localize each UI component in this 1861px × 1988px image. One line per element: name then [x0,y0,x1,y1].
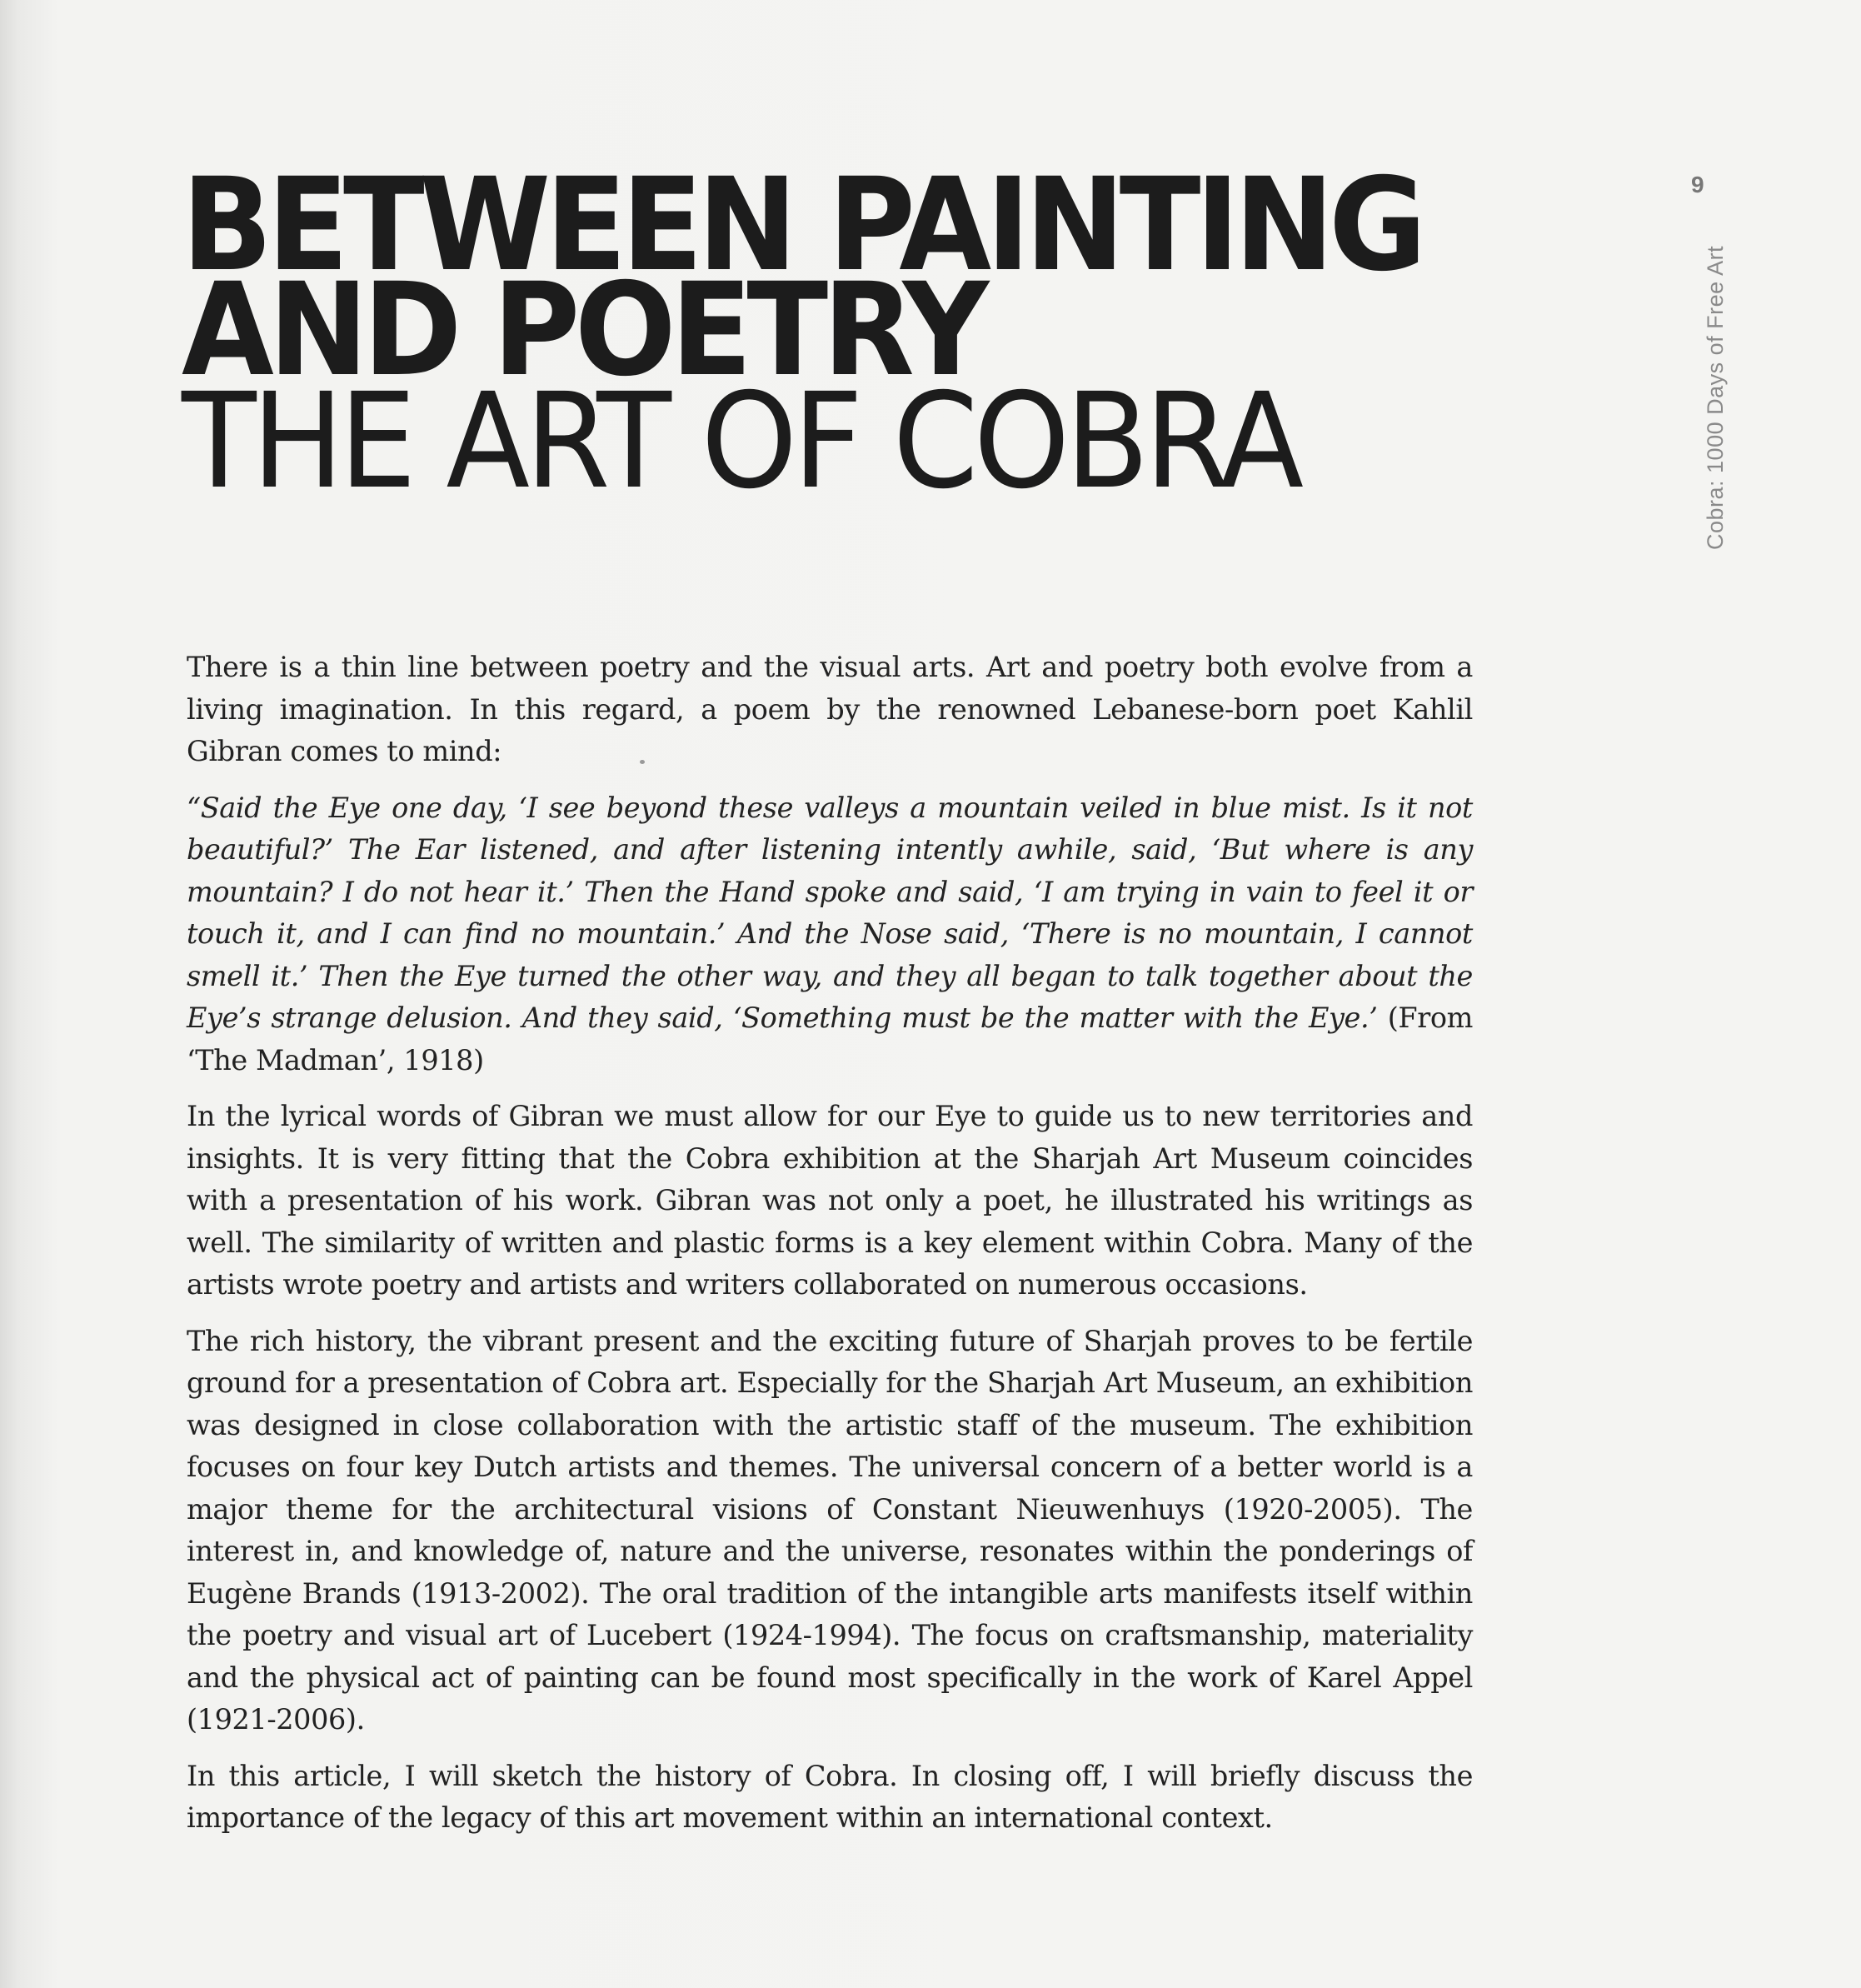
paragraph-gibran: In the lyrical words of Gibran we must allow for our Eye to guide us to new territories and insights. It is very fitting that the Cobra exhibition at the Sharjah Art Museum coincides with a presentation of his work. Gibran was not only a poet, he illustrated his writings as well. The similarity of written and plastic forms is a key element within Cobra. Many of the artists wrote poetry and artists and writers collaborated on numerous occasions. [187,1100,1473,1301]
chapter-title [182,151,1422,518]
paragraph-sharjah: The rich history, the vibrant present and the exciting future of Sharjah proves to be fertile ground for a presentation of Cobra art. Especially for the Sharjah Art Museum, an exhibition was designed in close collaboration with the artistic staff of the museum. The exhibition focuses on four key Dutch artists and themes. The universal concern of a better world is a major theme for the architectural visions of Constant Nieuwenhuys (1920-2005). The interest in, and knowledge of, nature and the universe, resonates within the ponderings of Eugène Brands (1913-2002). The oral tradition of the intangible arts manifests itself within the poetry and visual art of Lucebert (1924-1994). The focus on craftsmanship, materiality and the physical act of painting can be found most specifically in the work of Karel Appel (1921-2006). [187,1324,1473,1736]
title-line-2: AND POETRY [182,256,984,405]
paragraph-closing: In this article, I will sketch the history of Cobra. In closing off, I will briefly discuss the importance of the legacy of this art movement within an international context. [187,1759,1473,1834]
quote-source: (From ‘The Madman’, 1918) [187,1001,1473,1076]
article-body [187,647,1473,1854]
title-line-1: BETWEEN PAINTING [182,151,1422,300]
quote-text: “Said the Eye one day, ‘I see beyond these valleys a mountain veiled in blue mist. Is it not beautiful?’ The Ear listened, and after listening intently awhile, said, ‘But where is any mountain? I do not hear it.’ Then the Hand spoke and said, ‘I am trying in vain to feel it or touch it, and I can find no mountain.’ And the Nose said, ‘There is no mountain, I cannot smell it.’ Then the Eye turned the other way, and they all began to talk together about the Eye’s strange delusion. And they said, ‘Something must be the matter with the Eye.’ [187,791,1473,1034]
page-number: 9 [1691,172,1704,197]
gibran-quote [187,787,1473,1082]
running-head: Cobra: 1000 Days of Free Art [1703,245,1728,550]
title-subtitle: THE ART OF COBRA [182,365,1300,518]
paragraph-intro: There is a thin line between poetry and the visual arts. Art and poetry both evolve from a living imagination. In this regard, a poem by the renowned Lebanese-born poet Kahlil Gibran comes to mind: [187,651,1473,767]
